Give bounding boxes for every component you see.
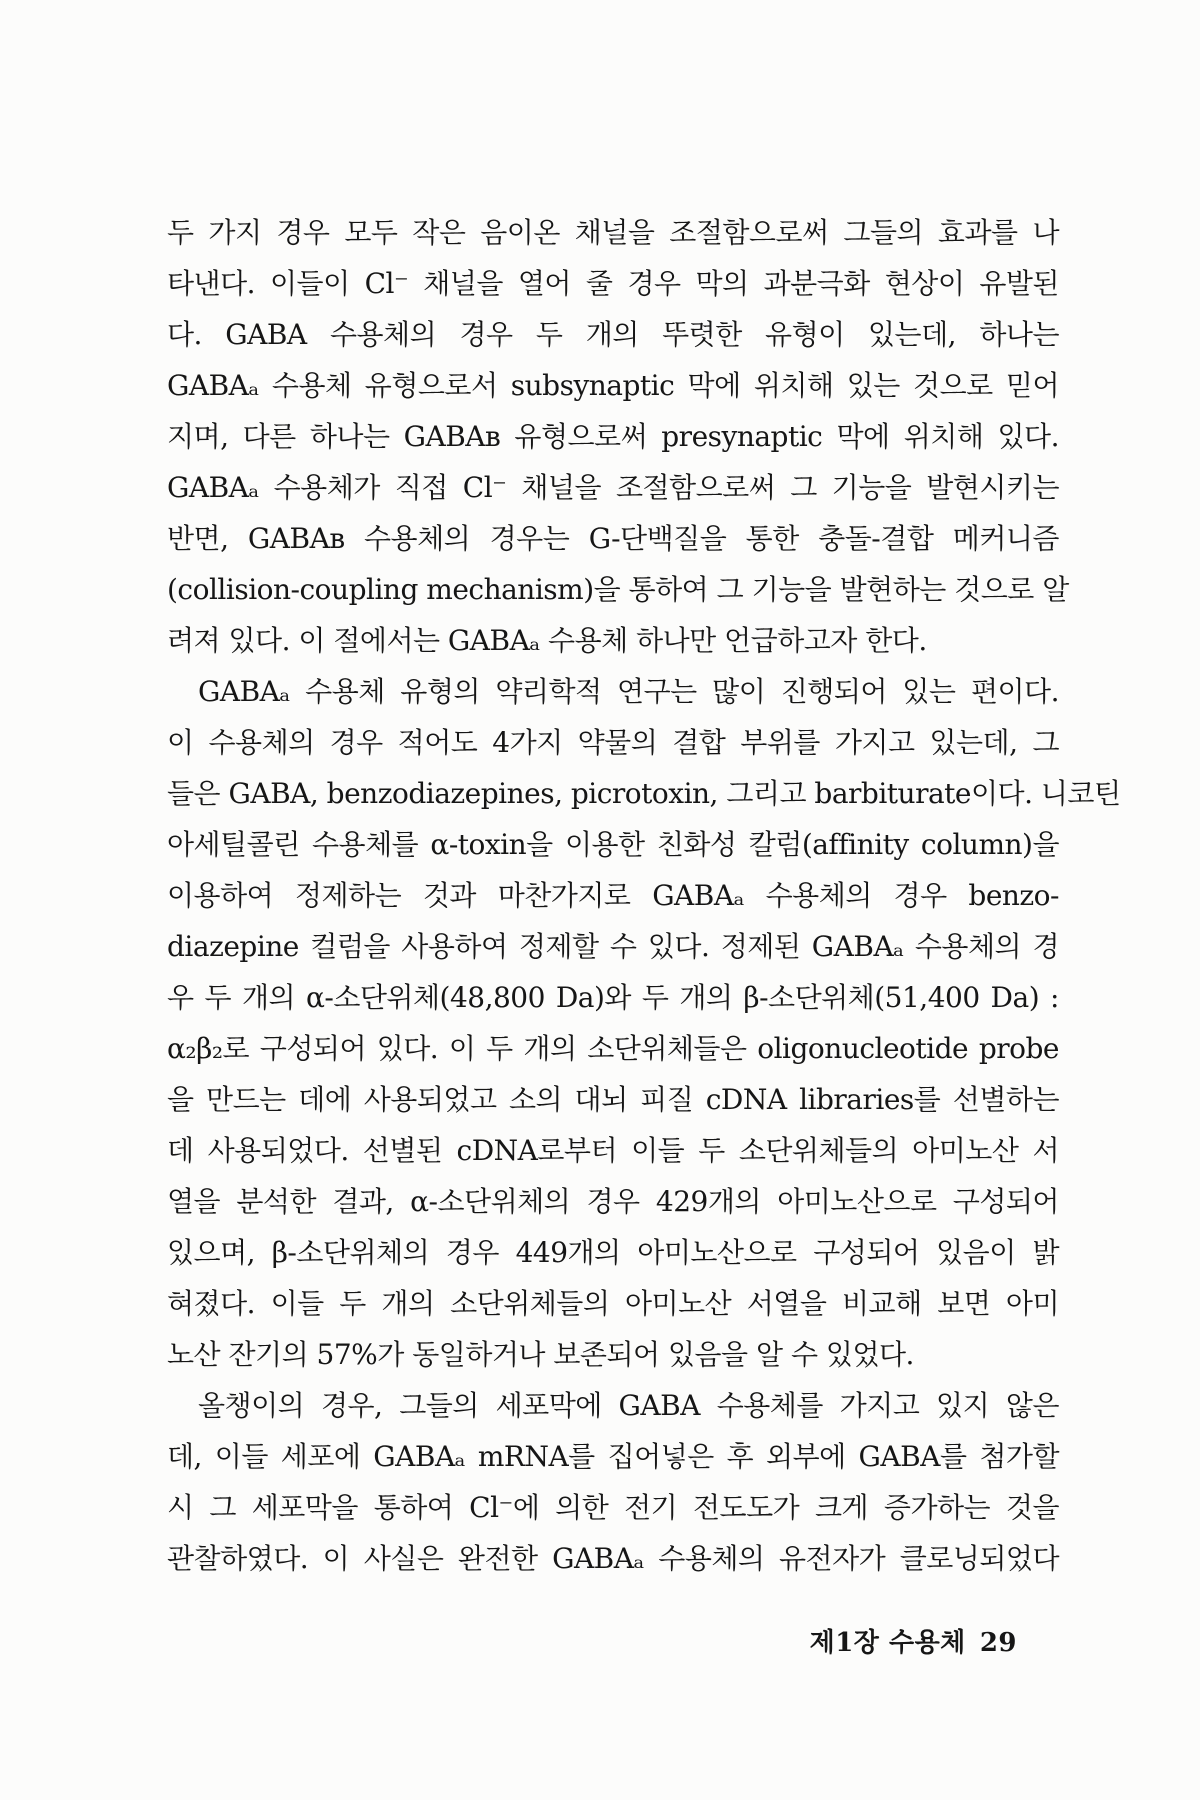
text-line: 이용하여 정제하는 것과 마찬가지로 GABAₐ 수용체의 경우 benzo- [167, 879, 1059, 912]
text-line: 이 수용체의 경우 적어도 4가지 약물의 결합 부위를 가지고 있는데, 그 [167, 726, 1059, 759]
text-line: α₂β₂로 구성되어 있다. 이 두 개의 소단위체들은 oligonucleotide probe [167, 1032, 1059, 1065]
chapter-title: 제1장 수용체 [809, 1628, 966, 1658]
text-line: GABAₐ 수용체가 직접 Cl⁻ 채널을 조절함으로써 그 기능을 발현시키는 [167, 471, 1059, 504]
text-line: 올챙이의 경우, 그들의 세포막에 GABA 수용체를 가지고 있지 않은 [198, 1389, 1059, 1422]
text-line: 시 그 세포막을 통하여 Cl⁻에 의한 전기 전도도가 크게 증가하는 것을 [167, 1491, 1059, 1524]
text-line: 타낸다. 이들이 Cl⁻ 채널을 열어 줄 경우 막의 과분극화 현상이 유발된 [167, 267, 1059, 300]
text-line: diazepine 컬럼을 사용하여 정제할 수 있다. 정제된 GABAₐ 수용체의 경 [167, 930, 1059, 963]
text-line: 혀졌다. 이들 두 개의 소단위체들의 아미노산 서열을 비교해 보면 아미 [167, 1287, 1059, 1320]
text-line: GABAₐ 수용체 유형의 약리학적 연구는 많이 진행되어 있는 편이다. [198, 675, 1059, 708]
text-line: 데 사용되었다. 선별된 cDNA로부터 이들 두 소단위체들의 아미노산 서 [167, 1134, 1059, 1167]
paragraph [167, 207, 1069, 666]
paragraph [167, 1380, 1059, 1584]
text-line: 다. GABA 수용체의 경우 두 개의 뚜렷한 유형이 있는데, 하나는 [167, 318, 1059, 351]
text-line: 들은 GABA, benzodiazepines, picrotoxin, 그리고 barbiturate이다. 니코틴 [167, 777, 1121, 810]
text-line: 열을 분석한 결과, α-소단위체의 경우 429개의 아미노산으로 구성되어 [167, 1185, 1059, 1218]
text-line: 우 두 개의 α-소단위체(48,800 Da)와 두 개의 β-소단위체(51,400 Da) : [167, 981, 1059, 1014]
text-line: 반면, GABAʙ 수용체의 경우는 G-단백질을 통한 충돌-결합 메커니즘 [167, 522, 1059, 555]
text-line: 려져 있다. 이 절에서는 GABAₐ 수용체 하나만 언급하고자 한다. [167, 624, 927, 657]
text-line: 을 만드는 데에 사용되었고 소의 대뇌 피질 cDNA libraries를 선별하는 [167, 1083, 1059, 1116]
page-number: 29 [979, 1628, 1017, 1658]
text-line: 노산 잔기의 57%가 동일하거나 보존되어 있음을 알 수 있었다. [167, 1338, 914, 1371]
running-footer [810, 1622, 1017, 1659]
text-line: GABAₐ 수용체 유형으로서 subsynaptic 막에 위치해 있는 것으로 믿어 [167, 369, 1059, 402]
text-line: 데, 이들 세포에 GABAₐ mRNA를 집어넣은 후 외부에 GABA를 첨가할 [167, 1440, 1059, 1473]
text-line: 관찰하였다. 이 사실은 완전한 GABAₐ 수용체의 유전자가 클로닝되었다 [167, 1542, 1059, 1575]
text-line: 아세틸콜린 수용체를 α-toxin을 이용한 친화성 칼럼(affinity column)을 [167, 828, 1059, 861]
text-line: 두 가지 경우 모두 작은 음이온 채널을 조절함으로써 그들의 효과를 나 [167, 216, 1059, 249]
text-line: 지며, 다른 하나는 GABAʙ 유형으로써 presynaptic 막에 위치해 있다. [167, 420, 1059, 453]
text-line: (collision-coupling mechanism)을 통하여 그 기능을 발현하는 것으로 알 [167, 573, 1069, 606]
paragraph [167, 666, 1121, 1380]
text-line: 있으며, β-소단위체의 경우 449개의 아미노산으로 구성되어 있음이 밝 [167, 1236, 1059, 1269]
body-text [167, 207, 1121, 1584]
